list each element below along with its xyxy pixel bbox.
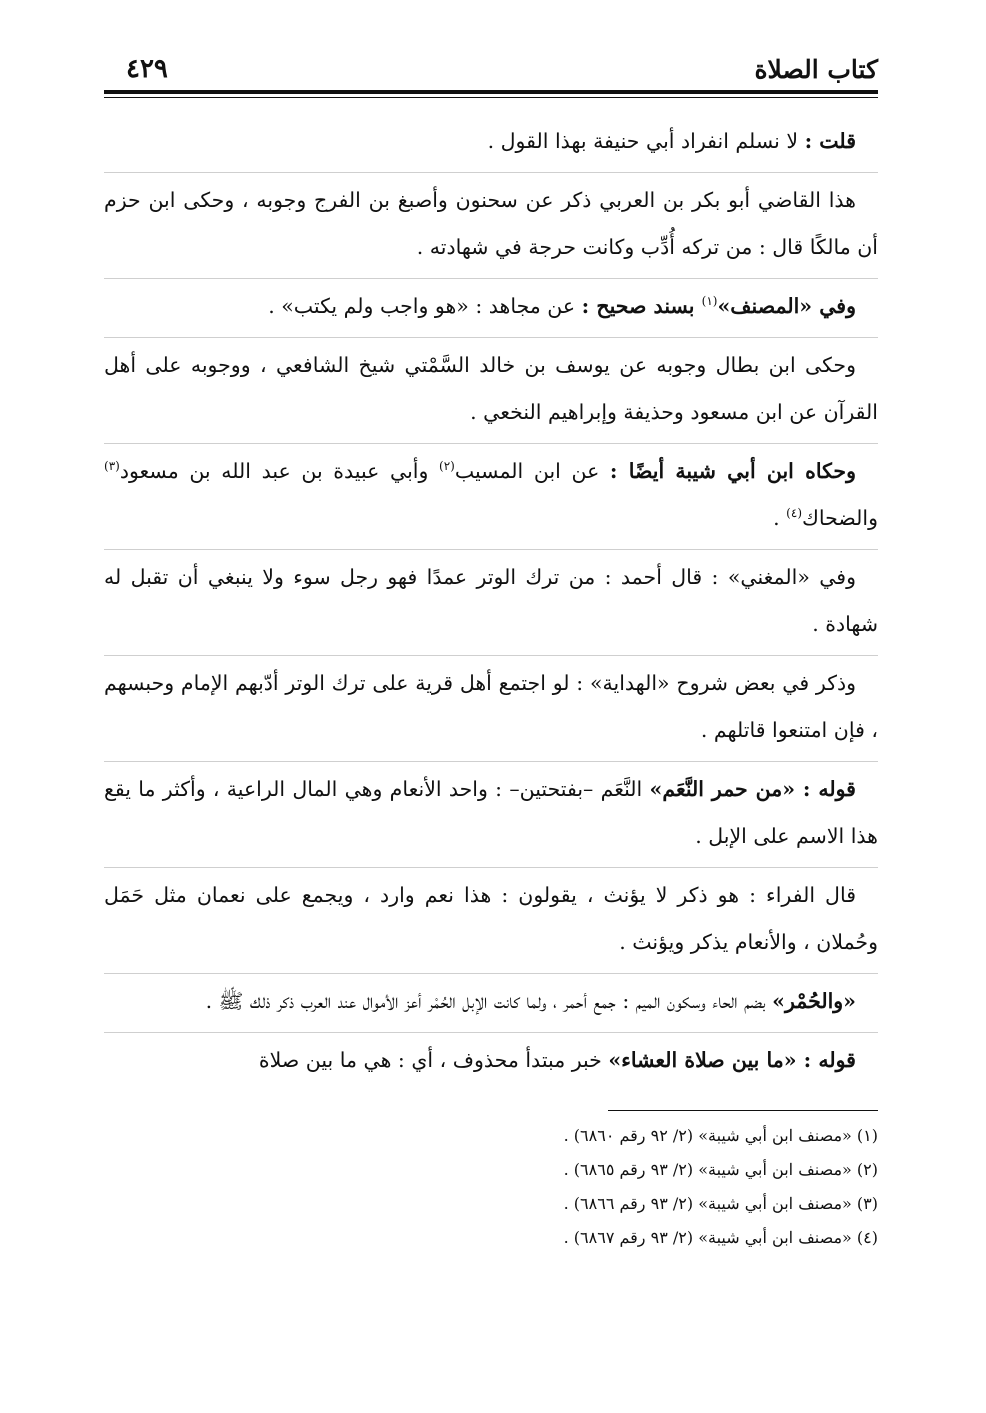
header-rule-thick [104,90,878,94]
page-header [104,38,878,84]
paragraph-7 [104,655,878,754]
footnote-separator [608,1110,878,1111]
footnote-ref-1[interactable]: (١) [701,294,718,309]
lead-phrase: قوله : «ما بين صلاة العشاء» [608,1048,856,1072]
paragraph-text-c: والضحاك [802,506,878,530]
footnote-ref-4[interactable]: (٤) [786,506,802,521]
paragraph-text-b: وأبي عبيدة بن عبد الله بن مسعود [119,459,440,483]
paragraph-1 [104,118,878,165]
footnote-3: (٣) «مصنف ابن أبي شيبة» (٢/ ٩٣ رقم ٦٨٦٦) . [563,1194,878,1213]
page-number: ٤٢٩ [126,54,168,84]
paragraph-4 [104,337,878,436]
footnote-2: (٢) «مصنف ابن أبي شيبة» (٢/ ٩٣ رقم ٦٨٦٥) . [563,1160,878,1179]
footnotes [104,1119,878,1255]
paragraph-text: خبر مبتدأ محذوف ، أي : هي ما بين صلاة [258,1048,609,1072]
paragraph-2 [104,172,878,271]
paragraph-text: بضم الحاء وسكون الميم : جمع أحمر ، ولما كانت الإبل الحُمْر أعز الأموال عند العرب ذكر ذلك ﷺ . [205,989,773,1013]
paragraph-10 [104,973,878,1025]
running-title: كتاب الصلاة [754,55,878,84]
paragraph-9 [104,867,878,966]
paragraph-text-d: . [773,506,787,530]
paragraph-text: لا نسلم انفراد أبي حنيفة بهذا القول . [487,129,805,153]
paragraph-5 [104,443,878,542]
lead-phrase: وحكاه ابن أبي شيبة أيضًا : [609,459,856,483]
lead-phrase: قلت : [804,129,856,153]
footnote-ref-3[interactable]: (٣) [104,459,120,474]
paragraph-text: وحكى ابن بطال وجوبه عن يوسف بن خالد السَّمْتي شيخ الشافعي ، ووجوبه على أهل القرآن عن ابن مسعود وحذيفة وإبراهيم النخعي . [104,353,878,424]
paragraph-8 [104,761,878,860]
paragraph-text-a: عن ابن المسيب [454,459,610,483]
paragraph-text: وذكر في بعض شروح «الهداية» : لو اجتمع أهل قرية على ترك الوتر أدّبهم الإمام وحبسهم ، فإن امتنعوا قاتلهم . [104,671,878,742]
paragraph-11 [104,1032,878,1084]
paragraph-text: قال الفراء : هو ذكر لا يؤنث ، يقولون : هذا نعم وارد ، ويجمع على نعمان مثل حَمَل وحُملان ، والأنعام يذكر ويؤنث . [104,883,878,954]
paragraph-6 [104,549,878,648]
paragraph-text: النَّعَم –بفتحتين– : واحد الأنعام وهي المال الراعية ، وأكثر ما يقع هذا الاسم على الإبل . [104,777,878,848]
footnote-4: (٤) «مصنف ابن أبي شيبة» (٢/ ٩٣ رقم ٦٨٦٧) . [563,1228,878,1247]
lead-phrase: وفي «المصنف» [717,294,856,318]
lead-phrase: قوله : «من حمر النَّعَم» [649,777,856,801]
paragraph-text: وفي «المغني» : قال أحمد : من ترك الوتر عمدًا فهو رجل سوء ولا ينبغي أن تقبل له شهادة . [104,565,878,636]
lead-phrase-2: بسند صحيح : [581,294,702,318]
footnote-ref-2[interactable]: (٢) [439,459,455,474]
paragraph-3 [104,278,878,330]
main-text [104,118,878,1084]
paragraph-text: هذا القاضي أبو بكر بن العربي ذكر عن سحنون وأصبغ بن الفرج وجوبه ، وحكى ابن حزم أن مالكًا قال : من تركه أُدِّب وكانت حرجة في شهادته . [104,188,878,259]
paragraph-text: عن مجاهد : «هو واجب ولم يكتب» . [268,294,582,318]
lead-phrase: «والحُمْر» [772,989,856,1013]
footnote-1: (١) «مصنف ابن أبي شيبة» (٢/ ٩٢ رقم ٦٨٦٠) . [563,1126,878,1145]
header-rule-thin [104,97,878,98]
